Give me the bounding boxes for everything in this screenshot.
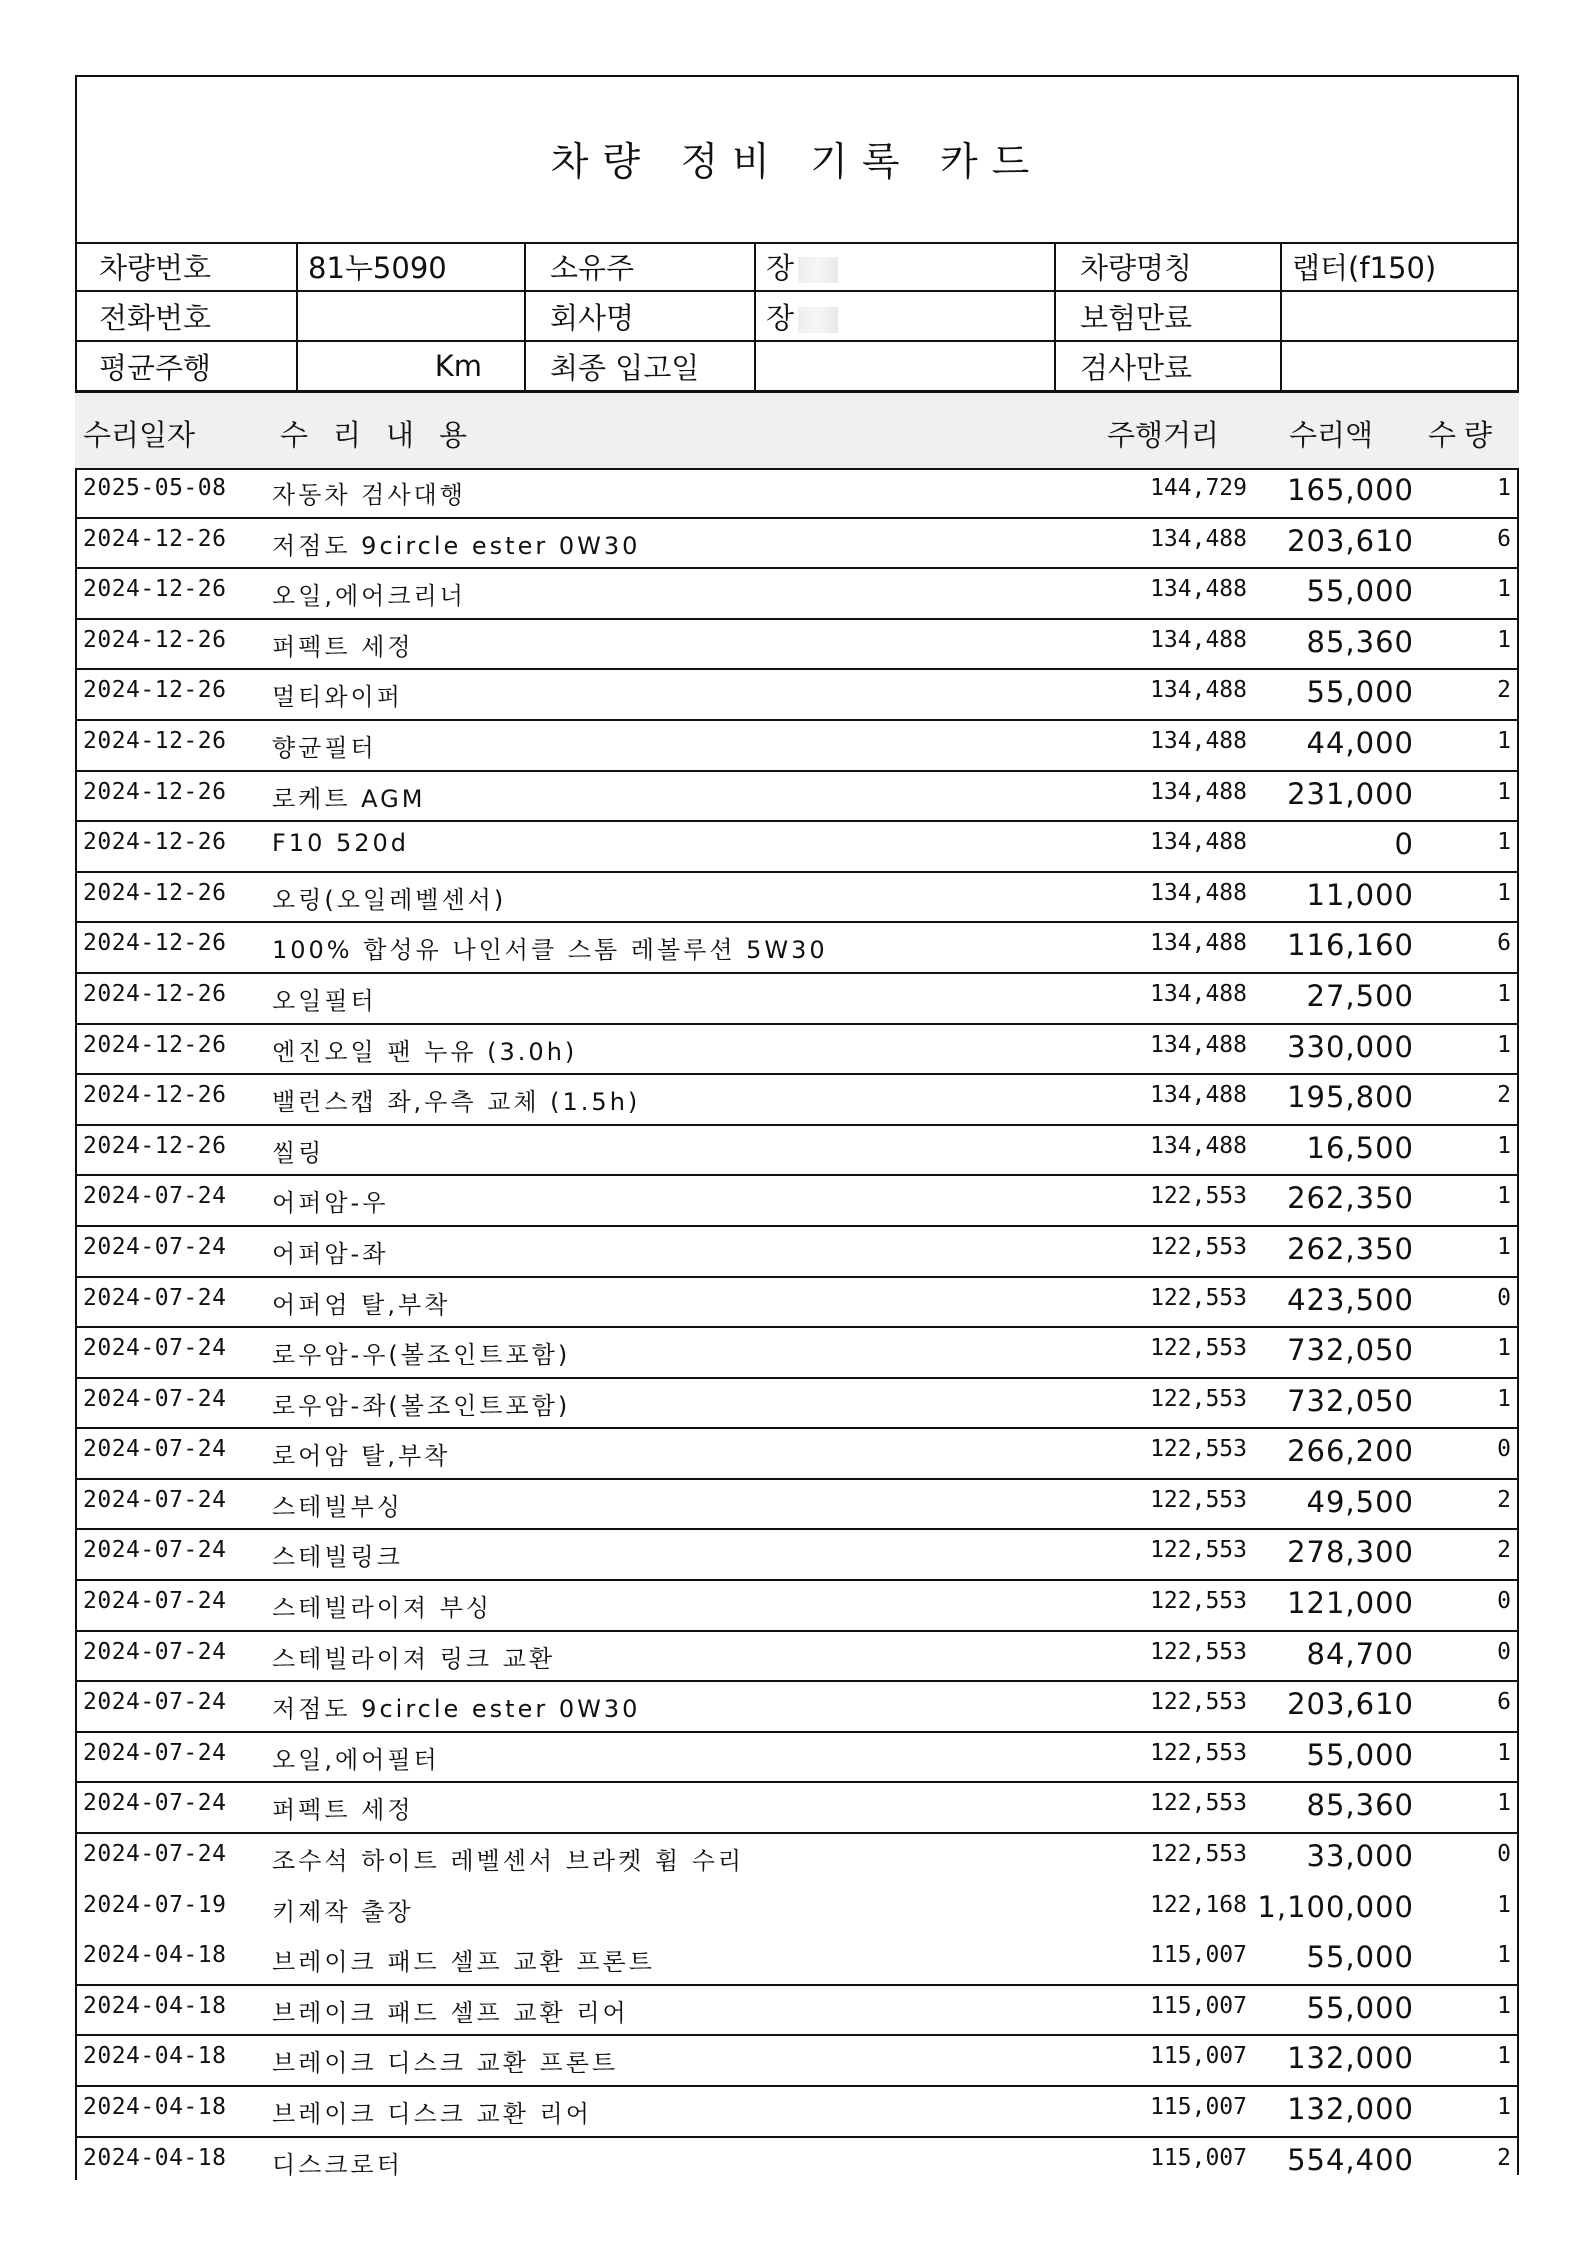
phone-label: 전화번호 — [75, 291, 297, 341]
record-quantity: 1 — [1497, 475, 1511, 501]
col-amount-header: 수리액 — [1289, 418, 1374, 452]
record-date: 2024-12-26 — [83, 626, 227, 653]
record-mileage: 122,553 — [1150, 1284, 1247, 1311]
record-quantity: 2 — [1497, 1486, 1511, 1513]
table-row — [75, 620, 1519, 671]
record-description: 오링(오일레벨센서) — [272, 885, 507, 914]
record-description: 저점도 9circle ester 0W30 — [272, 1695, 641, 1724]
inspection-value — [1281, 341, 1519, 392]
table-row — [75, 569, 1519, 620]
record-amount: 84,700 — [1306, 1636, 1414, 1671]
record-description: F10 520d — [272, 829, 410, 858]
record-quantity: 0 — [1497, 1841, 1511, 1868]
record-quantity: 1 — [1497, 1385, 1511, 1412]
record-amount: 278,300 — [1287, 1535, 1414, 1570]
record-mileage: 122,553 — [1150, 1183, 1247, 1210]
record-amount: 55,000 — [1306, 1990, 1414, 2025]
record-description: 100% 합성유 나인서클 스톰 레볼루션 5W30 — [272, 936, 828, 965]
record-date: 2024-12-26 — [83, 576, 227, 603]
table-row — [75, 1025, 1519, 1076]
record-date: 2024-12-26 — [83, 778, 227, 805]
record-amount: 266,200 — [1287, 1434, 1414, 1469]
table-row — [75, 1379, 1519, 1430]
record-quantity: 0 — [1497, 1638, 1511, 1665]
record-quantity: 1 — [1497, 1739, 1511, 1766]
record-amount: 423,500 — [1287, 1282, 1414, 1317]
record-description: 오일,에어크리너 — [272, 582, 466, 611]
record-mileage: 134,488 — [1150, 677, 1247, 704]
record-mileage: 122,553 — [1150, 1436, 1247, 1463]
record-description: 자동차 검사대행 — [272, 481, 466, 509]
record-amount: 85,360 — [1306, 1788, 1414, 1823]
company-label: 회사명 — [525, 291, 755, 341]
record-date: 2024-07-24 — [83, 1638, 227, 1665]
record-quantity: 0 — [1497, 1436, 1511, 1463]
record-amount: 116,160 — [1287, 928, 1414, 963]
record-description: 브레이크 디스크 교환 리어 — [272, 2100, 592, 2128]
record-quantity: 1 — [1497, 1992, 1511, 2019]
record-date: 2024-07-24 — [83, 1486, 227, 1513]
record-mileage: 134,488 — [1150, 576, 1247, 603]
vehicle-name-value: 랩터(f150) — [1281, 242, 1519, 291]
record-amount: 554,400 — [1287, 2142, 1414, 2177]
record-amount: 203,610 — [1287, 523, 1414, 558]
insurance-label: 보험만료 — [1055, 291, 1281, 341]
record-date: 2024-07-24 — [83, 1689, 227, 1716]
record-date: 2024-12-26 — [83, 1031, 227, 1058]
col-date-header: 수리일자 — [83, 418, 196, 452]
info-row — [75, 291, 1519, 341]
record-amount: 132,000 — [1287, 2041, 1414, 2076]
record-date: 2024-12-26 — [83, 930, 227, 957]
record-mileage: 115,007 — [1150, 2094, 1247, 2120]
record-mileage: 122,553 — [1150, 1739, 1247, 1766]
avg-mileage-unit: Km — [297, 341, 525, 392]
record-mileage: 122,553 — [1150, 1689, 1247, 1716]
record-amount: 55,000 — [1306, 1940, 1414, 1975]
owner-value: 장 — [766, 250, 795, 285]
avg-mileage-label: 평균주행 — [75, 341, 297, 392]
record-amount: 44,000 — [1306, 725, 1414, 760]
col-mileage-header: 주행거리 — [1107, 418, 1220, 452]
record-description: 퍼펙트 세정 — [272, 632, 414, 661]
record-mileage: 122,553 — [1150, 1486, 1247, 1513]
table-row — [75, 1227, 1519, 1278]
record-quantity: 0 — [1497, 1588, 1511, 1615]
record-date: 2024-12-26 — [83, 980, 227, 1007]
owner-label: 소유주 — [525, 242, 755, 291]
phone-value — [297, 291, 525, 341]
record-description: 브레이크 패드 셀프 교환 프론트 — [272, 1948, 655, 1977]
record-description: 로케트 AGM — [272, 784, 426, 813]
record-mileage: 115,007 — [1150, 1942, 1247, 1969]
record-date: 2024-07-24 — [83, 1841, 227, 1868]
record-date: 2024-07-24 — [83, 1335, 227, 1362]
table-row — [75, 1986, 1519, 2037]
record-description: 향균필터 — [272, 733, 377, 762]
record-description: 퍼펙트 세정 — [272, 1796, 414, 1825]
last-visit-value — [755, 341, 1055, 392]
record-quantity: 1 — [1497, 1031, 1511, 1058]
table-row — [75, 923, 1519, 974]
record-amount: 732,050 — [1287, 1333, 1414, 1368]
record-mileage: 122,553 — [1150, 1841, 1247, 1868]
record-quantity: 1 — [1497, 1790, 1511, 1817]
record-mileage: 122,553 — [1150, 1588, 1247, 1615]
record-quantity: 2 — [1497, 1537, 1511, 1564]
record-mileage: 134,488 — [1150, 1132, 1247, 1159]
record-amount: 330,000 — [1287, 1029, 1414, 1064]
record-mileage: 122,553 — [1150, 1537, 1247, 1564]
vehicle-name-label: 차량명칭 — [1055, 242, 1281, 291]
vehicle-number-value: 81누5090 — [297, 242, 525, 291]
table-row — [75, 1530, 1519, 1581]
table-row — [75, 822, 1519, 873]
record-amount: 1,100,000 — [1257, 1889, 1414, 1924]
title-box — [75, 75, 1519, 244]
table-row — [75, 974, 1519, 1025]
record-quantity: 1 — [1497, 727, 1511, 754]
info-row — [75, 341, 1519, 392]
record-quantity: 1 — [1497, 1335, 1511, 1362]
record-mileage: 122,553 — [1150, 1790, 1247, 1817]
record-date: 2024-12-26 — [83, 1082, 227, 1109]
record-description: 디스크로터 — [272, 2150, 403, 2179]
record-amount: 231,000 — [1287, 776, 1414, 811]
record-description: 어퍼엄 탈,부착 — [272, 1290, 451, 1319]
table-row — [75, 468, 1519, 519]
record-mileage: 134,488 — [1150, 525, 1247, 552]
col-description-header: 수리내용 — [280, 418, 493, 452]
records-header — [75, 393, 1519, 470]
record-description: 씰링 — [272, 1138, 325, 1167]
owner-cell — [755, 242, 1055, 291]
table-row — [75, 1783, 1519, 1834]
record-description: 어퍼암-우 — [272, 1189, 389, 1218]
record-description: 저점도 9circle ester 0W30 — [272, 531, 641, 560]
record-description: 로우암-우(볼조인트포함) — [272, 1341, 571, 1370]
table-row — [75, 1834, 1519, 1885]
record-description: 스테빌라이져 부싱 — [272, 1594, 493, 1623]
record-quantity: 1 — [1497, 2094, 1511, 2120]
last-visit-label: 최종 입고일 — [525, 341, 755, 392]
record-date: 2024-12-26 — [83, 829, 227, 856]
record-mileage: 115,007 — [1150, 1992, 1247, 2019]
record-mileage: 122,553 — [1150, 1385, 1247, 1412]
record-mileage: 115,007 — [1150, 2144, 1247, 2171]
record-amount: 33,000 — [1306, 1839, 1414, 1874]
record-description: 멀티와이퍼 — [272, 683, 403, 712]
record-description: 스테빌부싱 — [272, 1492, 403, 1521]
record-description: 스테빌라이져 링크 교환 — [272, 1644, 556, 1673]
record-date: 2025-05-08 — [83, 475, 227, 501]
vehicle-number-label: 차량번호 — [75, 242, 297, 291]
table-row — [75, 1935, 1519, 1986]
table-row — [75, 670, 1519, 721]
vehicle-info-table — [75, 242, 1519, 393]
record-mileage: 134,488 — [1150, 778, 1247, 805]
record-amount: 55,000 — [1306, 574, 1414, 609]
record-description: 브레이크 디스크 교환 프론트 — [272, 2049, 619, 2078]
record-quantity: 1 — [1497, 1183, 1511, 1210]
table-row — [75, 1429, 1519, 1480]
record-quantity: 1 — [1497, 879, 1511, 906]
table-row — [75, 2138, 1519, 2189]
record-amount: 732,050 — [1287, 1383, 1414, 1418]
table-row — [75, 1581, 1519, 1632]
record-quantity: 1 — [1497, 1942, 1511, 1969]
record-amount: 55,000 — [1306, 1737, 1414, 1772]
record-amount: 0 — [1394, 827, 1414, 862]
table-row — [75, 2036, 1519, 2087]
insurance-value — [1281, 291, 1519, 341]
records-list — [75, 468, 1519, 2188]
record-date: 2024-04-18 — [83, 1942, 227, 1969]
record-description: 로어암 탈,부착 — [272, 1442, 451, 1471]
col-quantity-header: 수량 — [1428, 418, 1501, 452]
company-cell — [755, 291, 1055, 341]
record-date: 2024-07-24 — [83, 1436, 227, 1463]
record-amount: 121,000 — [1287, 1586, 1414, 1621]
table-row — [75, 1126, 1519, 1177]
redacted-mark — [798, 257, 838, 283]
record-amount: 49,500 — [1306, 1484, 1414, 1519]
record-quantity: 1 — [1497, 2043, 1511, 2070]
record-amount: 203,610 — [1287, 1687, 1414, 1722]
record-amount: 27,500 — [1306, 978, 1414, 1013]
record-quantity: 1 — [1497, 980, 1511, 1007]
record-amount: 11,000 — [1306, 877, 1414, 912]
record-mileage: 134,488 — [1150, 1031, 1247, 1058]
record-date: 2024-07-24 — [83, 1385, 227, 1412]
record-amount: 55,000 — [1306, 675, 1414, 710]
record-date: 2024-07-24 — [83, 1233, 227, 1260]
record-quantity: 1 — [1497, 1891, 1511, 1918]
record-mileage: 122,553 — [1150, 1233, 1247, 1260]
record-date: 2024-07-24 — [83, 1183, 227, 1210]
record-description: 스테빌링크 — [272, 1543, 403, 1572]
record-mileage: 134,488 — [1150, 980, 1247, 1007]
table-row — [75, 1632, 1519, 1683]
record-quantity: 1 — [1497, 829, 1511, 856]
record-amount: 262,350 — [1287, 1231, 1414, 1266]
record-description: 엔진오일 팬 누유 (3.0h) — [272, 1037, 578, 1066]
record-quantity: 2 — [1497, 677, 1511, 704]
record-amount: 85,360 — [1306, 624, 1414, 659]
record-amount: 262,350 — [1287, 1181, 1414, 1216]
record-date: 2024-04-18 — [83, 2043, 227, 2070]
maintenance-record-card — [75, 75, 1519, 2185]
record-description: 오일필터 — [272, 986, 377, 1015]
record-date: 2024-07-24 — [83, 1739, 227, 1766]
record-quantity: 1 — [1497, 1132, 1511, 1159]
table-row — [75, 519, 1519, 570]
record-date: 2024-12-26 — [83, 677, 227, 704]
record-description: 로우암-좌(볼조인트포함) — [272, 1391, 571, 1420]
table-row — [75, 1328, 1519, 1379]
table-row — [75, 1733, 1519, 1784]
record-quantity: 2 — [1497, 1082, 1511, 1109]
table-row — [75, 1682, 1519, 1733]
record-quantity: 1 — [1497, 1233, 1511, 1260]
record-mileage: 134,488 — [1150, 930, 1247, 957]
record-quantity: 6 — [1497, 525, 1511, 552]
record-date: 2024-07-24 — [83, 1588, 227, 1615]
record-quantity: 2 — [1497, 2144, 1511, 2171]
record-amount: 165,000 — [1287, 473, 1414, 507]
table-row — [75, 1075, 1519, 1126]
record-mileage: 134,488 — [1150, 879, 1247, 906]
table-row — [75, 1885, 1519, 1936]
page-title: 차량 정비 기록 카드 — [550, 139, 1044, 185]
inspection-label: 검사만료 — [1055, 341, 1281, 392]
record-mileage: 144,729 — [1150, 475, 1247, 501]
record-date: 2024-07-19 — [83, 1891, 227, 1918]
record-date: 2024-07-24 — [83, 1537, 227, 1564]
record-description: 어퍼암-좌 — [272, 1239, 389, 1268]
record-quantity: 0 — [1497, 1284, 1511, 1311]
record-mileage: 134,488 — [1150, 829, 1247, 856]
table-row — [75, 873, 1519, 924]
table-row — [75, 2087, 1519, 2138]
table-row — [75, 1480, 1519, 1531]
record-date: 2024-12-26 — [83, 1132, 227, 1159]
record-date: 2024-04-18 — [83, 2144, 227, 2171]
record-mileage: 122,553 — [1150, 1638, 1247, 1665]
record-description: 밸런스캡 좌,우측 교체 (1.5h) — [272, 1088, 641, 1117]
record-description: 조수석 하이트 레벨센서 브라켓 휨 수리 — [272, 1847, 745, 1876]
record-date: 2024-12-26 — [83, 525, 227, 552]
record-quantity: 6 — [1497, 1689, 1511, 1716]
record-description: 오일,에어필터 — [272, 1745, 440, 1774]
table-row — [75, 1278, 1519, 1329]
record-description: 키제작 출장 — [272, 1897, 414, 1926]
record-mileage: 134,488 — [1150, 626, 1247, 653]
info-row — [75, 242, 1519, 291]
record-mileage: 134,488 — [1150, 1082, 1247, 1109]
record-quantity: 1 — [1497, 626, 1511, 653]
record-mileage: 122,553 — [1150, 1335, 1247, 1362]
company-value: 장 — [766, 300, 795, 335]
record-amount: 132,000 — [1287, 2092, 1414, 2126]
record-date: 2024-07-24 — [83, 1790, 227, 1817]
table-row — [75, 721, 1519, 772]
record-quantity: 6 — [1497, 930, 1511, 957]
record-mileage: 134,488 — [1150, 727, 1247, 754]
record-date: 2024-04-18 — [83, 1992, 227, 2019]
record-date: 2024-12-26 — [83, 727, 227, 754]
record-date: 2024-04-18 — [83, 2094, 227, 2120]
redacted-mark — [798, 307, 838, 333]
table-row — [75, 1176, 1519, 1227]
record-quantity: 1 — [1497, 778, 1511, 805]
record-date: 2024-12-26 — [83, 879, 227, 906]
record-mileage: 122,168 — [1150, 1891, 1247, 1918]
record-amount: 16,500 — [1306, 1130, 1414, 1165]
record-description: 브레이크 패드 셀프 교환 리어 — [272, 1998, 629, 2027]
record-amount: 195,800 — [1287, 1080, 1414, 1115]
record-quantity: 1 — [1497, 576, 1511, 603]
table-row — [75, 772, 1519, 823]
record-date: 2024-07-24 — [83, 1284, 227, 1311]
record-mileage: 115,007 — [1150, 2043, 1247, 2070]
